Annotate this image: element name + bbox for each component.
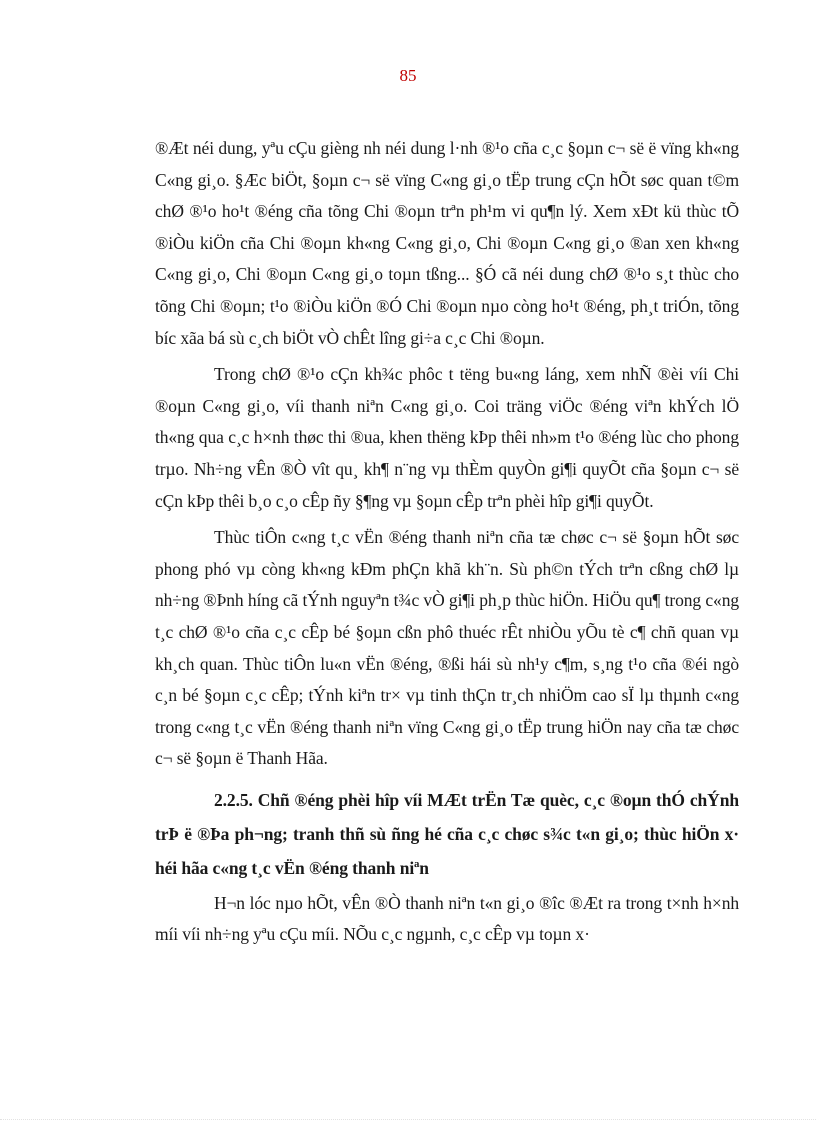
paragraph-4: H¬n lóc nµo hÕt, vÊn ®Ò thanh niªn t«n gi¸o ®îc ®Æt ra trong t×nh h×nh míi víi nh÷ng yªu cÇu míi. NÕu c¸c ngµnh, c¸c cÊp vµ toµn x· xyxy=(155,892,739,945)
paragraph-1: ®Æt néi dung, yªu cÇu gièng nh néi dung l·nh ®¹o cña c¸c §oµn c¬ së ë vïng kh«ng C«ng gi¸o. §Æc biÖt, §oµn c¬ së vïng C«ng gi¸o tËp trung cÇn hÕt søc quan t©m chØ ®¹o ho¹t ®éng cña tõng Chi ®oµn trªn ph¹m vi qu¶n lý. Xem xÐt kü thùc tÕ ®iÒu kiÖn cña Chi ®oµn kh«ng C«ng gi¸o, Chi ®oµn C«ng gi¸o ®an xen kh«ng C«ng gi¸o, Chi ®oµn C«ng gi¸o toµn tßng... §Ó cã néi dung chØ ®¹o s¸t thùc cho tõng Chi ®oµn; t¹o ®iÒu kiÖn ®Ó Chi ®oµn nµo còng ho¹t ®éng, ph¸t triÓn, tõng bíc xãa bá sù c¸ch biÖt vÒ chÊt lîng gi÷a c¸c Chi ®oµn. xyxy=(155,138,739,348)
paragraph-2: Trong chØ ®¹o cÇn kh¾c phôc t tëng bu«ng láng, xem nhÑ ®èi víi Chi ®oµn C«ng gi¸o, víi thanh niªn C«ng gi¸o. Coi träng viÖc ®éng viªn khÝch lÖ th«ng qua c¸c h×nh thøc thi ®ua, khen thëng kÞp thêi nh»m t¹o ®éng lùc cho phong trµo. Nh÷ng vÊn ®Ò vît qu¸ kh¶ n¨ng vµ thÈm quyÒn gi¶i quyÕt cña §oµn c¬ së cÇn kÞp thêi b¸o c¸o cÊp ñy §¶ng vµ §oµn cÊp trªn phèi hîp gi¶i quyÕt. xyxy=(155,364,739,511)
paragraph-3: Thùc tiÔn c«ng t¸c vËn ®éng thanh niªn cña tæ chøc c¬ së §oµn hÕt søc phong phó vµ còng kh«ng kÐm phÇn khã kh¨n. Sù ph©n tÝch trªn cßng chØ lµ nh÷ng ®Þnh híng cã tÝnh nguyªn t¾c vÒ gi¶i ph¸p thùc hiÖn. HiÖu qu¶ trong c«ng t¸c chØ ®¹o cña c¸c cÊp bé §oµn cßn phô thuéc rÊt nhiÒu yÕu tè c¶ chñ quan vµ kh¸ch quan. Thùc tiÔn lu«n vËn ®éng, ®ßi hái sù nh¹y c¶m, s¸ng t¹o cña ®éi ngò c¸n bé §oµn c¸c cÊp; tÝnh kiªn tr× vµ tinh thÇn tr¸ch nhiÖm cao sÏ lµ thµnh c«ng trong c«ng t¸c vËn ®éng thanh niªn vïng C«ng gi¸o tËp trung hiÖn nay cña tæ chøc c¬ së §oµn ë Thanh Hãa. xyxy=(155,527,739,769)
section-heading-2-2-5: 2.2.5. Chñ ®éng phèi hîp víi MÆt trËn Tæ quèc, c¸c ®oµn thÓ chÝnh trÞ ë ®Þa ph¬ng; tranh thñ sù ñng hé cña c¸c chøc s¾c t«n gi¸o; thùc hiÖn x· héi hãa c«ng t¸c vËn ®éng thanh niªn xyxy=(155,789,739,878)
document-body xyxy=(155,133,739,951)
page-number: 85 xyxy=(399,66,417,85)
page-bottom-divider xyxy=(0,1119,816,1120)
